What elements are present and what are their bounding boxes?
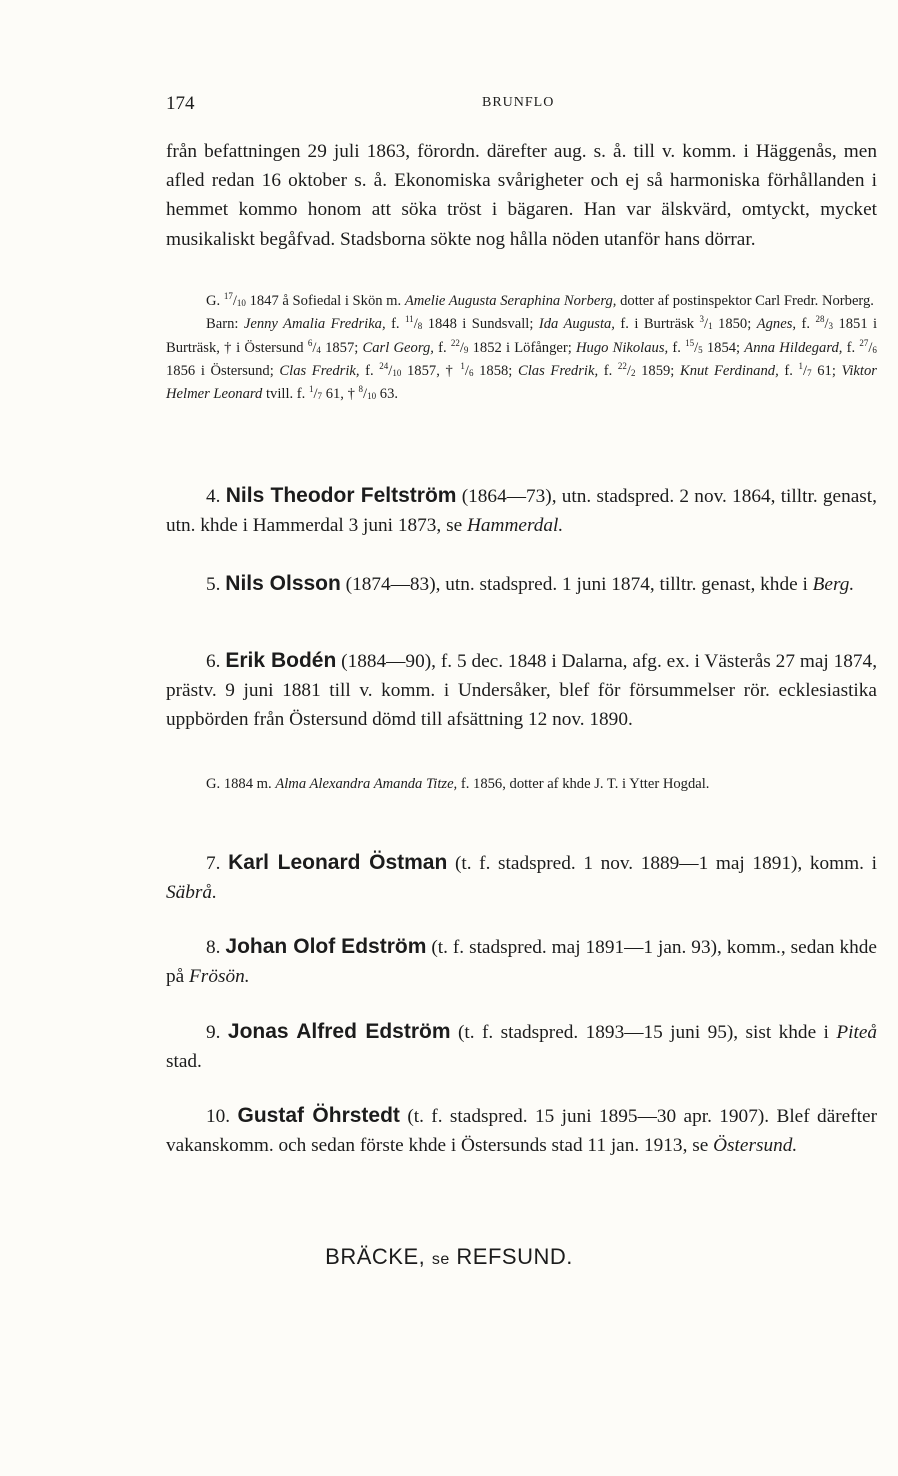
entry-5 [166,569,877,599]
marriage-line: G. $^{17}/_{10}$ 1847 å Sofiedal i Skön m. Amelie Augusta Seraphina Norberg, dotter af postinspektor Carl Fredr. Norberg. [206,291,874,309]
cross-reference: Östersund. [713,1135,798,1157]
entry-9 [166,1017,877,1076]
person-name: Gustaf Öhrstedt [237,1104,400,1127]
person-name: Erik Bodén [225,649,337,672]
person-name: Johan Olof Edström [225,935,427,958]
entry-text: 10. Gustaf Öhrstedt (t. f. stadspred. 15 juni 1895—30 apr. 1907). Blef därefter vakanskomm. och sedan förste khde i Östersunds stad 11 jan. 1913, se Östersund. [166,1104,877,1157]
marriage-line: G. 1884 m. Alma Alexandra Amanda Titze, f. 1856, dotter af khde J. T. i Ytter Hogdal. [206,776,710,792]
entry-10 [166,1101,877,1160]
entry-text: 9. Jonas Alfred Edström (t. f. stadspred. 1893—15 juni 95), sist khde i Piteå stad. [166,1020,878,1073]
entry-text: 5. Nils Olsson (1874—83), utn. stadspred. 1 juni 1874, tilltr. genast, khde i Berg. [206,572,855,595]
paragraph-continuation [166,137,877,254]
person-name: Jonas Alfred Edström [227,1020,451,1043]
children-line: Barn: Jenny Amalia Fredrika, f. $^{11}/_8$ 1848 i Sundsvall; Ida Augusta, f. i Burträsk $^3/_1$ 1850; Agnes, f. $^{28}/_3$ 1851 i Burträsk, † i Östersund $^6/_4$ 1857; Carl Georg, f. $^{22}/_9$ 1852 i Löfånger; Hugo Nikolaus, f. $^{15}/_5$ 1854; Anna Hildegard, f. $^{27}/_6$ 1856 i Östersund; Clas Fredrik, f. $^{24}/_{10}$ 1857, † $^1/_6$ 1858; Clas Fredrik, f. $^{22}/_2$ 1859; Knut Ferdinand, f. $^1/_7$ 61; Viktor Helmer Leonard tvill. f. $^1/_7$ 61, † $^8/_{10}$ 63. [166,314,878,403]
family-note-1 [166,290,877,406]
cross-reference: Piteå [836,1022,878,1043]
person-name: Nils Olsson [225,572,341,595]
person-name: Karl Leonard Östman [228,851,448,874]
section-cross-reference: BRÄCKE, se REFSUND. [325,1244,573,1269]
entry-4 [166,481,877,540]
wife-name: Alma Alexandra Amanda Titze, [275,776,458,792]
entry-7 [166,848,877,907]
cross-reference: Berg. [812,574,855,595]
entry-text: 8. Johan Olof Edström (t. f. stadspred. maj 1891—1 jan. 93), komm., sedan khde på Frösön. [166,935,877,988]
person-name: Nils Theodor Feltström [225,484,457,507]
cross-reference: Säbrå. [166,882,217,904]
page-number: 174 [166,93,195,114]
wife-name: Amelie Augusta Seraphina Norberg, [404,293,617,309]
page-header [166,93,878,117]
entry-8 [166,932,877,991]
running-head: BRUNFLO [482,95,555,110]
entry-text: 6. Erik Bodén (1884—90), f. 5 dec. 1848 i Dalarna, afg. ex. i Västerås 27 maj 1874, prästv. 9 juni 1881 till v. komm. i Undersåker, blef för försummelser rör. ecklesiastika uppbörden från Östersund dömd till afsättning 12 nov. 1890. [166,649,878,731]
cross-reference: Frösön. [189,966,250,988]
paragraph-text: från befattningen 29 juli 1863, förordn. därefter aug. s. å. till v. komm. i Häggenås, men afled redan 16 oktober s. å. Ekonomiska svårigheter och ej så harmoniska förhållanden i hemmet kommo honom att söka tröst i bägaren. Han var älskvärd, omtyckt, mycket musikaliskt begåfvad. Stadsborna sökte nog hålla nöden utanför hans dörrar. [166,141,877,250]
cross-reference: Hammerdal. [466,515,564,537]
family-note-6 [166,773,877,796]
entry-6 [166,646,877,735]
entry-text: 7. Karl Leonard Östman (t. f. stadspred. 1 nov. 1889—1 maj 1891), komm. i Säbrå. [166,851,877,904]
entry-text: 4. Nils Theodor Feltström (1864—73), utn. stadspred. 2 nov. 1864, tilltr. genast, utn. khde i Hammerdal 3 juni 1873, se Hammerdal. [166,484,877,537]
